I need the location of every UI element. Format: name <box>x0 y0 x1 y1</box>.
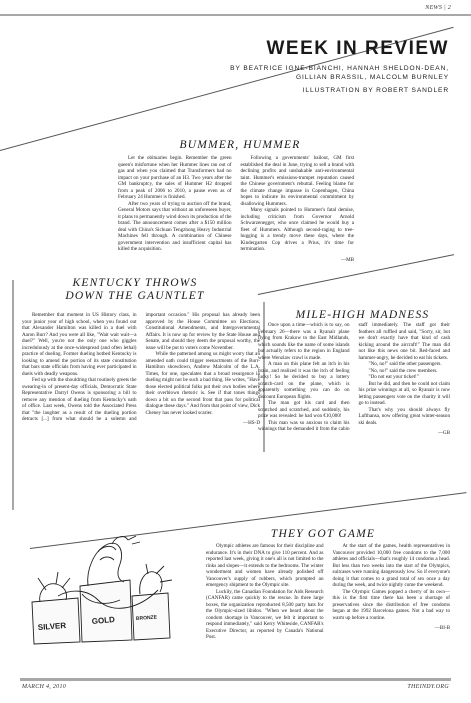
gotgame-para-1: Olympic athletes are famous for their discipline and endurance. It's in their DNA to give 110 percent. And as reported last week, giving it one's all is not limited to the rinks and slopes—it extends to the bedrooms. The winter wonderment and women have already polished off Vancouver's supply of rubbers, which prompted an emergency shipment to the Olympic site. <box>206 543 324 588</box>
gotgame-article <box>206 543 450 673</box>
milehigh-para-1: Once upon a time—which is to say, on February 26—there was a Ryanair plane flying from Krakow to the East Midlands, which sounds like the name of some islands but actually refers to the region in England where Wenzlaw crawl is made. <box>258 322 350 361</box>
podium-silver-label: SILVER <box>37 621 67 632</box>
hummer-para-3: Following a governments' bailout, GM first established the deal in June, trying to sell a brand with declining profits and unshakable anti-environmental taint. Hummer's emissions-trumpet reputation caused the Chinese government's rebuttal. Feeling blame for the climate change impasse in Copenhagen, China hopes to indicate its environmental commitment by disallowing Hummers. <box>240 155 354 207</box>
milehigh-para-7: "Do not eat your ticket!" <box>368 374 419 380</box>
milehigh-signature: —GB <box>437 430 450 436</box>
hummer-para-1: Let the obituaries begin. Remember the green queen's misfortune when her Hummer lines ran out of gas and when you claimed that Transformers had no impact on your purchase of an H3. Two years after the GM bankruptcy, the sales of Hummer H2 dropped from a peak of 2006 to 2010, a pause even as of February 24 Hummer is finished. <box>118 155 232 200</box>
byline-line-2: GILLIAN BRASSIL, MALCOLM BURNLEY <box>295 74 449 81</box>
gotgame-title: THEY GOT GAME <box>270 528 376 540</box>
page-title: WEEK IN REVIEW <box>266 38 449 59</box>
milehigh-para-9: That's why you should always fly Lufthansa, now offering great winter-season ski deals. <box>358 406 450 426</box>
kentucky-title <box>30 277 240 303</box>
milehigh-para-8: But he did, and then he could not claim his prize winnings at all, so Ryanair is now letting passengers vote on the charity it will go to instead. <box>358 380 450 406</box>
milehigh-para-4: This man was so anxious to claim his winnings that he demanded it from the cabin staff immediately. The staff got their feathers all ruffled and said, "Sorry, sir, but we don't exactly have that kind of cash kicking around the aircraft!" The man did not like this news one bit. Red-faced and hammer-angry, he decided to eat his tickets. <box>258 322 450 432</box>
illustration-credit: ILLUSTRATION BY ROBERT SANDLER <box>302 87 449 94</box>
gotgame-para-3: At the start of the games, health representatives in Vancouver provided 10,000 free condoms to the 7,000 athletes and officials—that's roughly 14 condoms a head. But less than two weeks into the start of the Olympics, suitcases were running dangerously low. So if everyone's doing it that comes to a grand total of sex once a day during the week, and twice nightly come the weekend. <box>332 543 450 588</box>
folio-url: THEINDY.ORG <box>407 684 449 690</box>
hummer-para-2: After two years of trying to auction off the brand, General Motors says that without an unforeseen buyer, it plans to permanently wind down its production of the brand. The announcement comes after a $150 million deal with China's Sichuan Tengzhong Heavy Industrial Machines fell through. A combination of Chinese government intervention and insufficient capital has killed the acquisition. <box>118 200 232 252</box>
kentucky-left-rule <box>12 280 14 510</box>
podium-bronze-label: BRONZE <box>135 614 158 622</box>
folio-page-number: NEWS | 2 <box>425 5 451 11</box>
hummer-signature: —MB <box>340 256 354 263</box>
milehigh-title: MILE-HIGH MADNESS <box>295 309 430 321</box>
podium-gold-label: GOLD <box>91 615 116 626</box>
top-rule <box>0 14 471 16</box>
kentucky-article <box>22 312 260 492</box>
milehigh-article <box>258 322 450 472</box>
kentucky-para-1: Remember that moment in US History class, in your junior year of high school, when you found out that Alexander Hamilton was killed in a duel with Aaron Burr? And you were all like, "Wait wait wait—a duel?" Well, you're not the only one who giggles incredulously at the once-widespread (and often lethal) practice of dueling. Former dueling hotbed Kentucky is looking to amend the portion of its state constitution that bars state officials from having ever participated in duels with deadly weapons. <box>22 312 137 377</box>
hummer-title: BUMMER, HUMMER <box>179 139 301 151</box>
gotgame-para-4: The Olympic Games popped a cherry of its own—this is the first time there has been a shortage of preservatives since the distribution of free condoms began at the 1992 Barcelona games. Not a bad way to warm up before a routine. <box>332 588 450 621</box>
footer-rule <box>20 678 451 681</box>
milehigh-para-3: The man got his card and then scratched and scratched, and suddenly, his prize was revealed: he had won €10,000! <box>258 400 350 419</box>
kentucky-title-line-2: DOWN THE GAUNTLET <box>65 290 205 302</box>
folio-date: MARCH 4, 2010 <box>22 684 67 690</box>
podium-drawing <box>28 530 188 648</box>
hummer-para-4: Many signals pointed to Hummer's fatal demise, including criticism from Governor Arnold Schwarzenegger, who once claimed he would buy a fleet of Hummers. Although second-raging to tree-hugging is a trendy move these days, where the Kindergarten Cop drives a Prius, it's time for termination. <box>240 207 354 252</box>
byline <box>29 64 449 95</box>
milehigh-para-6: "No, no!" said the crew members. <box>368 367 438 374</box>
kentucky-signature: —HS-D <box>243 420 260 426</box>
kentucky-title-line-1: KENTUCKY THROWS <box>72 277 198 289</box>
olympic-podium-illustration <box>28 530 188 648</box>
gotgame-signature: —BI-B <box>434 625 450 631</box>
hummer-article <box>118 155 354 270</box>
gotgame-para-2: Luckily, the Canadian Foundation for Aids Research (CANFAR) came quickly to the rescue. In three large boxes, the organization reproducted 8,500 party hats for the Olympic-sized libidos. "When we heard about the condom shortage in Vancouver, we felt it important to respond immediately," said Kerry Whiteside, CANFAR's Executive Director, as reported by Canada's National Post. <box>206 588 324 640</box>
milehigh-para-5: "No, no!" said the other passengers. <box>368 361 442 367</box>
milehigh-para-2: A man on this plane felt an itch in his brain, and realized it was the itch of feeling lucky! So he decided to buy a lottery scratch-card on the plane, which is apparently something you can do on discount European flights. <box>258 361 350 400</box>
kentucky-para-3: While the patterned among us might worry that an amended oath could trigger reenactments of the Burr-Hamilton showdown, Andrew Malcolm of the L.A. Times, for one, speculates that a broad resurgence in dueling might not be such a bad thing. He writes, "Have those elected political folks put their own bodies where their overblown rhetoric is. See if that tones things down a bit on the second front that pass for political dialogue these days." And from that point of view, Dick Cheney has never looked scarier. <box>145 351 260 416</box>
kentucky-para-2: Fed up with the shouldring that routinely greets the swearing-in of present-day officials, Democratic State Representative Darryl Owens is sponsoring a bill to remove any mention of dueling from Kentucky's oath of office. Last week, Owens told the Associated Press that "the laughter as a result of the dueling portion detracts [...] from what should be a solemn and important occasion." His proposal has already been approved by the House Committee on Elections, Constitutional Amendments, and Intergovernmental Affairs. It is now up for review by the State House and Senate, and should they deem the proposal worthy, the issue will be put to voters come November. <box>22 312 260 422</box>
byline-line-1: BY BEATRICE IGNE-BIANCHI, HANNAH SHELDON-DEAN, <box>230 65 449 72</box>
